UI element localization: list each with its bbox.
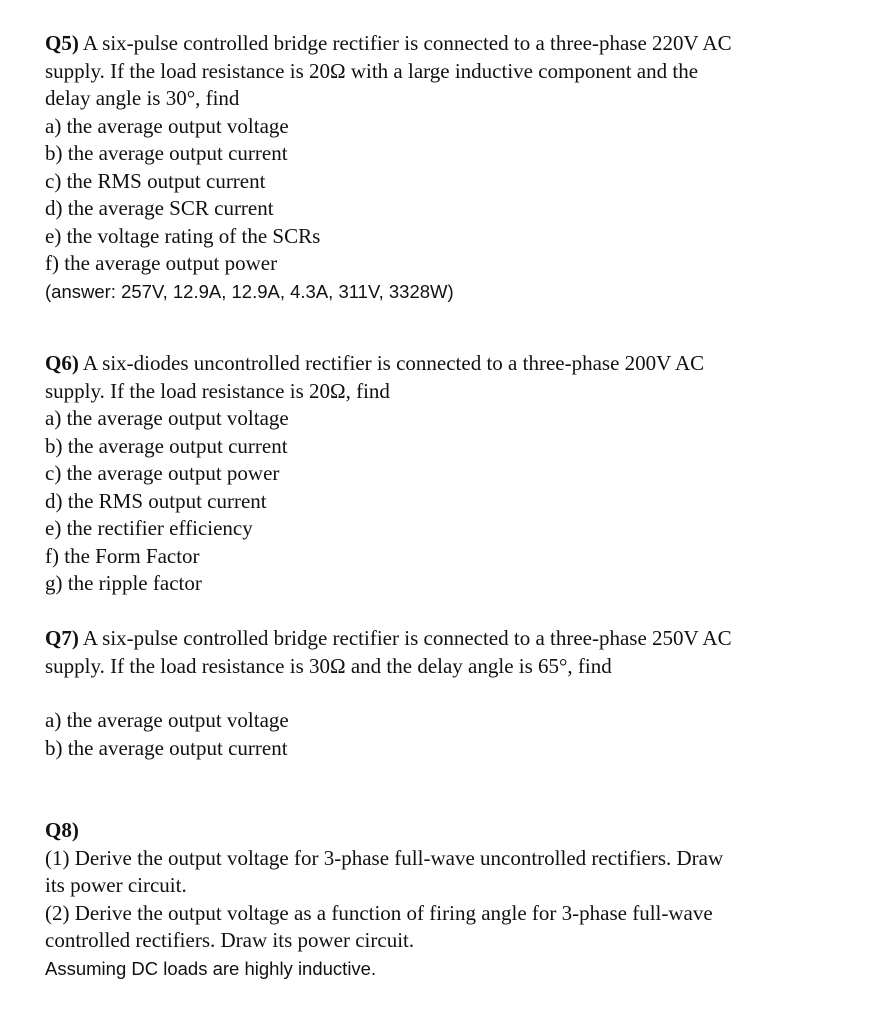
- question-8-part-1-line-2: its power circuit.: [45, 873, 187, 897]
- question-6-item-f: f) the Form Factor: [45, 543, 200, 568]
- question-5-stem-line-1: A six-pulse controlled bridge rectifier is connected to a three-phase 220V AC: [78, 31, 732, 55]
- question-8-part-1-line-1: (1) Derive the output voltage for 3-phase full-wave uncontrolled rectifiers. Draw: [45, 845, 724, 870]
- question-5-stem-line-3: delay angle is 30°, find: [45, 86, 240, 110]
- question-8-part-2-line-2: controlled rectifiers. Draw its power circuit.: [45, 928, 415, 952]
- question-5-item-a: a) the average output voltage: [45, 113, 289, 138]
- question-6-item-c: c) the average output power: [45, 461, 280, 485]
- question-8-label: Q8): [45, 818, 79, 842]
- question-6-item-d: d) the RMS output current: [45, 488, 267, 513]
- question-5-item-f: f) the average output power: [45, 251, 278, 275]
- question-5-label: Q5): [45, 31, 79, 55]
- question-6-label: Q6): [45, 351, 79, 375]
- question-6-item-b: b) the average output current: [45, 433, 288, 458]
- question-7-label: Q7): [45, 626, 79, 650]
- question-5-item-c: c) the RMS output current: [45, 168, 266, 193]
- question-7: [45, 625, 732, 680]
- question-5: [45, 30, 732, 305]
- question-7-item-a: a) the average output voltage: [45, 708, 289, 732]
- question-8: [45, 817, 723, 982]
- question-7-stem-line-2: supply. If the load resistance is 30Ω and the delay angle is 65°, find: [45, 653, 612, 678]
- question-6-stem: [45, 350, 704, 378]
- question-6-item-g: g) the ripple factor: [45, 571, 202, 595]
- question-7-item-b: b) the average output current: [45, 735, 288, 760]
- question-5-answer: (answer: 257V, 12.9A, 12.9A, 4.3A, 311V, 3328W): [45, 280, 454, 302]
- question-6: [45, 350, 704, 598]
- question-5-item-b: b) the average output current: [45, 141, 288, 165]
- question-6-item-a: a) the average output voltage: [45, 406, 289, 430]
- question-8-part-2-line-1: (2) Derive the output voltage as a function of firing angle for 3-phase full-wave: [45, 900, 713, 925]
- question-6-stem-line-2: supply. If the load resistance is 20Ω, find: [45, 378, 390, 403]
- question-5-stem: [45, 30, 732, 58]
- question-5-item-d: d) the average SCR current: [45, 196, 274, 220]
- question-5-item-e: e) the voltage rating of the SCRs: [45, 223, 321, 248]
- question-7-stem: [45, 625, 732, 653]
- question-6-item-e: e) the rectifier efficiency: [45, 516, 253, 540]
- question-8-note: Assuming DC loads are highly inductive.: [45, 957, 377, 979]
- question-7-items: [45, 707, 289, 762]
- question-6-stem-line-1: A six-diodes uncontrolled rectifier is connected to a three-phase 200V AC: [78, 351, 705, 375]
- question-5-stem-line-2: supply. If the load resistance is 20Ω with a large inductive component and the: [45, 58, 699, 83]
- question-7-stem-line-1: A six-pulse controlled bridge rectifier is connected to a three-phase 250V AC: [78, 626, 732, 650]
